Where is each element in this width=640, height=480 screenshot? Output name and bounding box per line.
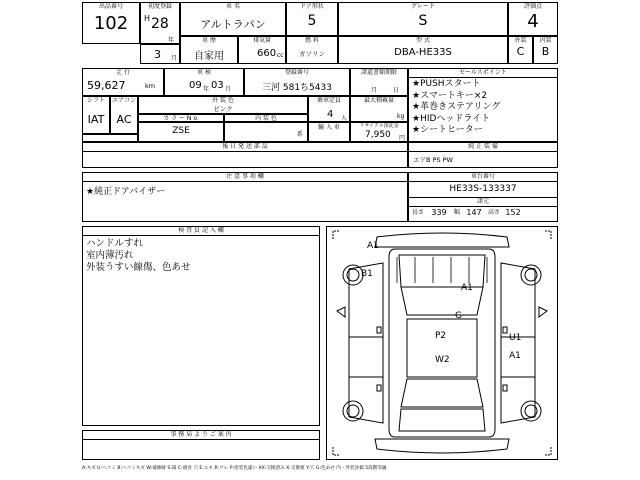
score: 4 — [527, 11, 539, 32]
inspector-notes-label: 検 査 員 記 入 欄 — [83, 227, 319, 236]
damage-mark-a1-right: A1 — [509, 351, 521, 361]
load-unit: kg — [397, 113, 405, 120]
color-number: ZSE — [172, 126, 190, 136]
deadline-day-unit: 日 — [393, 87, 400, 94]
cc-unit: cc — [277, 52, 284, 59]
sales-point: ★HIDヘッドライト — [412, 113, 491, 124]
document-deadline-label: 諸還書類期限 — [360, 69, 397, 76]
legend-footer: A:キズ U:ヘコミ B:ヘコミキズ W:補修跡 S:錆 C:腐食 穴 E:ユキ R:ワレ P:塗装色違い XX:交換済み X:交換要 Y:穴 G:色あせ 内・外装評価 5段階等級 — [82, 466, 387, 471]
model-label: 型 式 — [416, 37, 430, 44]
yen-unit: 円 — [399, 135, 406, 142]
import-cell — [308, 122, 350, 142]
exterior-color-cell — [138, 96, 308, 114]
genuine-equipment-box — [408, 142, 558, 168]
color-number-label: カ ラ ー N o. — [163, 115, 199, 122]
displacement-label: 排気量 — [252, 37, 271, 44]
registration-number-cell — [244, 68, 350, 96]
fuel: ガソリン — [299, 50, 325, 58]
grade: S — [418, 13, 428, 29]
recycle-label: リサイクル預託金 — [359, 123, 399, 129]
fuel-label: 燃 料 — [305, 37, 319, 44]
registration-number: 三河 581ち5433 — [262, 83, 332, 93]
grade-label: グレード — [410, 3, 435, 10]
damage-mark-g: G — [455, 311, 462, 321]
car-name-label: 車 名 — [226, 3, 240, 10]
inspection-cell — [164, 68, 244, 96]
width: 147 — [466, 208, 482, 217]
caution-label: 注 意 事 項 欄 — [83, 173, 407, 182]
damage-mark-a1-hood: A1 — [461, 283, 473, 293]
inspection-month: 03 — [211, 80, 224, 91]
recycle-cell — [350, 122, 408, 142]
damage-mark-a1-front: A1 — [367, 241, 379, 251]
ac-label: エアコン — [112, 97, 136, 104]
door-type: 5 — [307, 13, 317, 29]
inspection-label: 車 検 — [197, 69, 211, 76]
first-reg-month: 3 — [154, 48, 161, 61]
interior-color-label: 内 装 色 — [255, 115, 277, 122]
displacement-cell — [238, 36, 286, 64]
door-type-label: ドア形状 — [300, 3, 324, 10]
height: 152 — [505, 208, 521, 217]
capacity-unit: 人 — [341, 115, 348, 122]
genuine-equipment: エアB PS PW — [413, 156, 453, 164]
damage-mark-p2: P2 — [435, 331, 447, 341]
max-load-label: 最大積載量 — [363, 97, 394, 104]
mileage-cell — [82, 68, 164, 96]
office-notes-label: 事 務 局 よ り ご 案 内 — [83, 431, 319, 440]
model: DBA-HE33S — [394, 47, 452, 58]
height-label: 高さ — [488, 209, 501, 216]
document-deadline-cell — [350, 68, 408, 96]
sales-point: ★スマートキー×2 — [412, 90, 488, 101]
import-label: 輸 入 車 — [318, 124, 340, 131]
car-damage-diagram — [326, 226, 558, 460]
shift: IAT — [87, 113, 105, 126]
displacement: 660 — [257, 48, 277, 59]
km-unit: km — [145, 82, 156, 90]
car-name-cell — [180, 2, 286, 36]
later-parts-label: 後 日 発 送 部 品 — [83, 143, 407, 152]
length-label: 長さ — [412, 209, 425, 216]
lot-number-label: 出品番号 — [98, 3, 123, 10]
max-load-cell — [350, 96, 408, 122]
car-outline — [327, 227, 557, 459]
sales-points-list — [409, 78, 557, 137]
shift-ac-footer — [82, 134, 138, 142]
color-number-header — [138, 114, 224, 122]
exterior-score-cell — [508, 36, 533, 64]
score-cell — [508, 2, 558, 36]
door-type-cell — [286, 2, 338, 36]
month-unit: 月 — [171, 55, 178, 62]
score-label: 評価点 — [523, 3, 542, 10]
office-notes-box — [82, 430, 320, 460]
era: H — [144, 14, 151, 23]
capacity-cell — [308, 96, 350, 122]
chassis-label: 車台番号 — [409, 173, 557, 182]
deadline-month-unit: 月 — [371, 87, 378, 94]
sales-point: ★PUSHスタート — [412, 79, 481, 89]
interior-score: B — [541, 45, 550, 58]
inspection-month-unit: 月 — [225, 86, 232, 93]
shift-cell — [82, 96, 110, 134]
later-parts-box — [82, 142, 408, 168]
width-label: 幅 — [454, 209, 461, 216]
interior-score-cell — [533, 36, 558, 64]
damage-mark-w2: W2 — [435, 355, 450, 365]
sales-point: ★革巻きステアリング — [412, 102, 501, 112]
interior-color-unit: 系 — [296, 131, 303, 138]
sales-points-label: セールスポイント — [409, 69, 557, 78]
shift-label: シフト — [86, 97, 105, 104]
interior-score-label: 内装 — [539, 37, 552, 44]
interior-color-header — [224, 114, 308, 122]
caution-note: ★純正ドアバイザー — [86, 187, 166, 197]
ac-cell — [110, 96, 138, 134]
inspection-year: 09 — [189, 80, 202, 91]
genuine-equipment-label: 純 正 装 備 — [409, 143, 557, 152]
lot-number: 102 — [93, 13, 129, 34]
usage-label: 車 歴 — [202, 37, 216, 44]
exterior-color-label: 外 装 色 — [212, 97, 234, 104]
year-unit: 年 — [168, 37, 175, 44]
lot-number-cell — [82, 2, 140, 44]
capacity: 4 — [327, 109, 334, 120]
first-reg-month-cell — [140, 44, 180, 64]
inspector-note: 外装うすい線傷、色あせ — [86, 262, 191, 273]
first-reg-year: 28 — [151, 16, 169, 32]
sales-point: ★シートヒーター — [412, 125, 483, 135]
inspector-note: 室内薄汚れ — [86, 250, 134, 261]
damage-mark-b1: B1 — [361, 269, 373, 279]
length: 339 — [431, 208, 447, 217]
exterior-score: C — [516, 45, 525, 58]
grade-cell — [338, 2, 508, 36]
usage-cell — [180, 36, 238, 64]
exterior-score-label: 外装 — [514, 37, 527, 44]
chassis-number: HE33S-133337 — [409, 184, 557, 198]
interior-color-cell — [224, 122, 308, 142]
dimensions-label: 諸元 — [409, 198, 557, 207]
inspector-note: ハンドルすれ — [86, 238, 144, 249]
registration-number-label: 登録番号 — [284, 69, 309, 76]
chassis-box — [408, 172, 558, 222]
dimensions-row — [409, 207, 557, 218]
mileage: 59,627 — [87, 79, 126, 92]
caution-box — [82, 172, 408, 222]
damage-mark-u1: U1 — [509, 333, 522, 343]
inspector-notes — [83, 236, 319, 274]
inspector-notes-box — [82, 226, 320, 426]
first-registration-label: 初度登録 — [147, 3, 172, 10]
usage: 自家用 — [194, 51, 224, 62]
ac: AC — [116, 113, 132, 126]
model-cell — [338, 36, 508, 64]
color-number-cell — [138, 122, 224, 142]
inspection-year-unit: 年 — [203, 86, 210, 93]
recycle-fee: 7,950 — [365, 130, 391, 140]
car-name: アルトラパン — [200, 18, 266, 31]
sales-points-box — [408, 68, 558, 142]
capacity-label: 乗車定員 — [316, 97, 341, 104]
fuel-cell — [286, 36, 338, 64]
exterior-color: ピンク — [213, 105, 233, 113]
mileage-label: 走 行 — [116, 69, 130, 76]
